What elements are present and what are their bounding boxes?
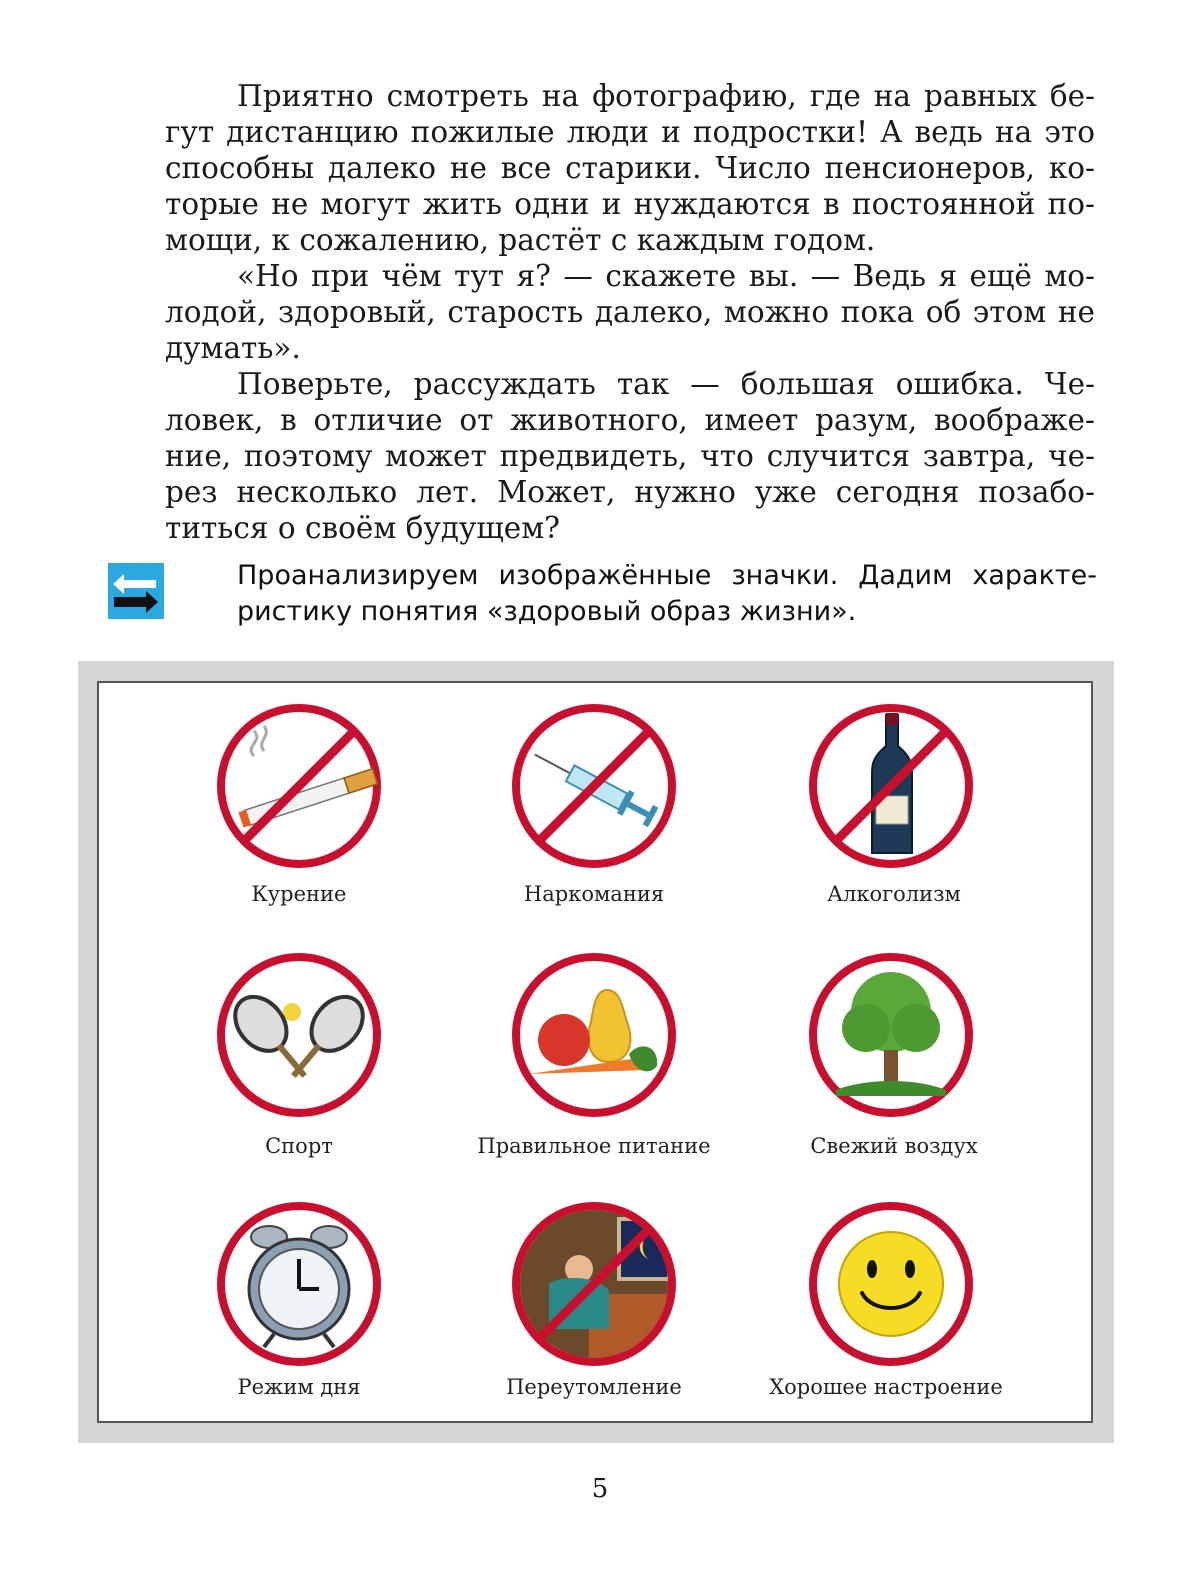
tennis-rackets-icon — [214, 950, 384, 1120]
exchange-arrows-icon — [108, 563, 164, 619]
sign-label: Алкоголизм — [827, 882, 961, 906]
sign-label: Хорошее настроение — [769, 1375, 1003, 1399]
sign-label: Наркомания — [523, 882, 665, 906]
text-line: Приятно смотреть на фотографию, где на равных бе- — [237, 79, 1095, 113]
text-line: мощи, к сожалению, растёт с каждым годом. — [165, 223, 876, 257]
alarm-clock-icon — [214, 1199, 384, 1369]
paragraph-1 — [165, 78, 1095, 258]
paragraph-3 — [165, 366, 1095, 546]
text-line: «Но при чём тут я? — скажете вы. — Ведь я ещё мо- — [237, 259, 1095, 293]
text-line: Проанализируем изображённые значки. Дадим характе- — [237, 560, 1097, 591]
task-instruction — [237, 558, 1097, 630]
sign-label: Свежий воздух — [810, 1134, 978, 1158]
fruits-icon — [509, 950, 679, 1120]
paragraph-2 — [165, 258, 1095, 366]
sign-label: Курение — [251, 882, 347, 906]
tree-icon — [806, 950, 976, 1120]
text-line: ристику понятия «здоровый образ жизни». — [237, 596, 857, 627]
text-line: титься о своём будущем? — [165, 511, 560, 545]
text-line: думать». — [165, 331, 301, 365]
text-line: лодой, здоровый, старость далеко, можно пока об этом не — [165, 295, 1095, 329]
cigarette-icon — [214, 701, 384, 871]
syringe-icon — [509, 701, 679, 871]
smiley-icon — [806, 1199, 976, 1369]
text-line: Поверьте, рассуждать так — большая ошибка. Че- — [237, 367, 1095, 401]
text-line: гут дистанцию пожилые люди и подростки! А ведь на это — [165, 115, 1095, 149]
text-line: торые не могут жить одни и нуждаются в постоянной по- — [165, 187, 1095, 221]
sign-label: Режим дня — [237, 1375, 361, 1399]
text-line: способны далеко не все старики. Число пенсионеров, ко- — [165, 151, 1095, 185]
overworked-man-icon — [509, 1199, 679, 1369]
sign-label: Правильное питание — [477, 1134, 711, 1158]
wine-bottle-icon — [806, 701, 976, 871]
sign-label: Переутомление — [506, 1375, 682, 1399]
page-number: 5 — [591, 1474, 609, 1504]
text-line: рез несколько лет. Может, нужно уже сегодня позабо- — [165, 475, 1095, 509]
text-line: ние, поэтому может предвидеть, что случится завтра, че- — [165, 439, 1095, 473]
sign-label: Спорт — [265, 1134, 333, 1158]
text-line: ловек, в отличие от животного, имеет разум, воображе- — [165, 403, 1095, 437]
